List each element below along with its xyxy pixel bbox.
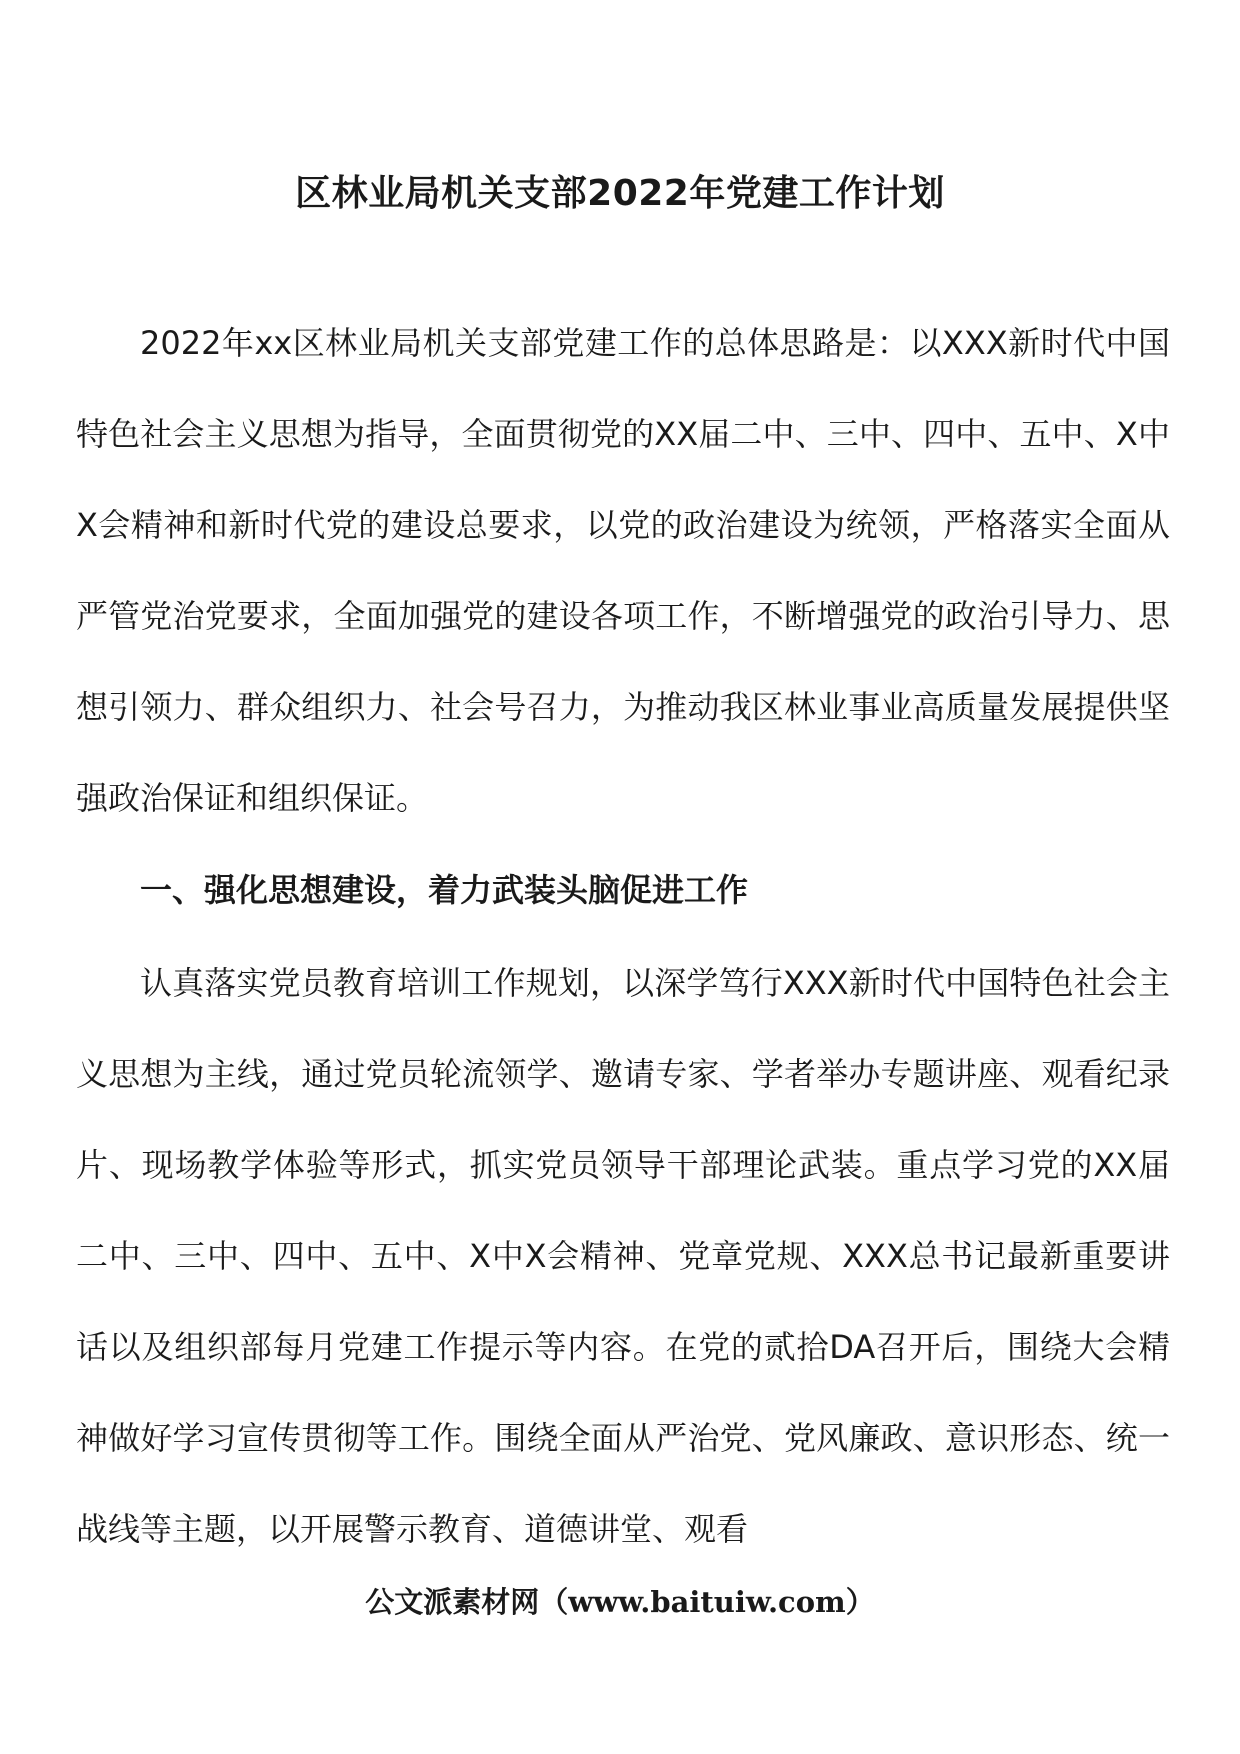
document-title: 区林业局机关支部2022年党建工作计划	[295, 173, 945, 214]
paragraph-section-1: 认真落实党员教育培训工作规划，以深学笃行XXX新时代中国特色社会主义思想为主线，通过党员轮流领学、邀请专家、学者举办专题讲座、观看纪录片、现场教学体验等形式，抓实党员领导干部理论武装。重点学习党的XX届二中、三中、四中、五中、X中X会精神、党章党规、XXX总书记最新重要讲话以及组织部每月党建工作提示等内容。在党的贰拾DA召开后，围绕大会精神做好学习宣传贯彻等工作。围绕全面从严治党、党风廉政、意识形态、统一战线等主题，以开展警示教育、道德讲堂、观看	[76, 964, 1170, 1548]
paragraph-intro: 2022年xx区林业局机关支部党建工作的总体思路是：以XXX新时代中国特色社会主义思想为指导，全面贯彻党的XX届二中、三中、四中、五中、X中X会精神和新时代党的建设总要求，以党的政治建设为统领，严格落实全面从严管党治党要求，全面加强党的建设各项工作，不断增强党的政治引导力、思想引领力、群众组织力、社会号召力，为推动我区林业事业高质量发展提供坚强政治保证和组织保证。	[76, 324, 1170, 817]
footer-watermark: 公文派素材网（www.baituiw.com）	[365, 1585, 875, 1619]
section-heading-1: 一、强化思想建设，着力武装头脑促进工作	[140, 871, 749, 909]
